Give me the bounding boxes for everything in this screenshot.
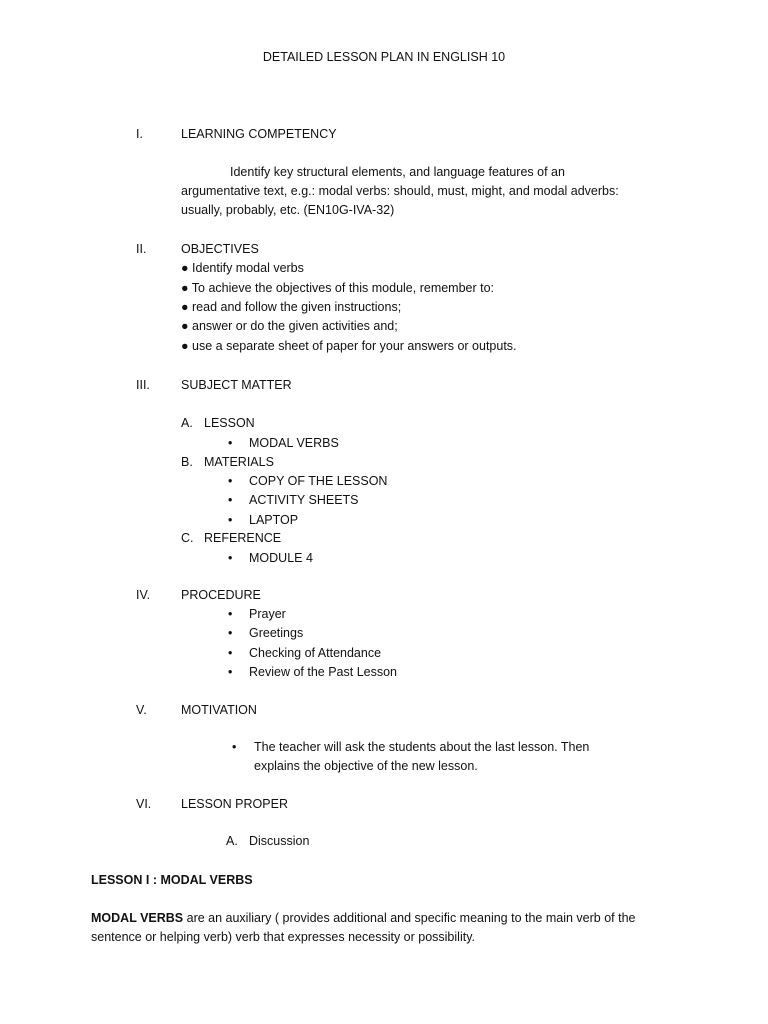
section-number-2: II. xyxy=(136,242,147,256)
bullet-glyph: • xyxy=(228,607,233,621)
section-heading-subject-matter: SUBJECT MATTER xyxy=(181,378,292,392)
section-number-1: I. xyxy=(136,127,143,141)
subitem-discussion-label: Discussion xyxy=(249,834,310,848)
section-number-6: VI. xyxy=(136,797,152,811)
procedure-item: Checking of Attendance xyxy=(249,646,382,660)
subitem-letter: A. xyxy=(181,416,193,430)
section-heading-motivation: MOTIVATION xyxy=(181,703,257,717)
bullet-glyph: • xyxy=(228,436,233,450)
section-heading-learning-competency: LEARNING COMPETENCY xyxy=(181,127,337,141)
subitem-materials-label: MATERIALS xyxy=(204,455,274,469)
section-number-3: III. xyxy=(136,378,150,392)
document-title: DETAILED LESSON PLAN IN ENGLISH 10 xyxy=(262,50,506,64)
objective-item: ● use a separate sheet of paper for your answers or outputs. xyxy=(181,339,517,353)
learning-competency-text: Identify key structural elements, and language features of an argumentative text, e.g.: modal verbs: should, must, might, and modal adverbs: usually, probably, etc. (EN10G-IVA-32) xyxy=(181,165,619,217)
modal-verbs-definition xyxy=(91,909,651,947)
procedure-item: Prayer xyxy=(249,607,286,621)
subitem-letter: B. xyxy=(181,455,193,469)
procedure-item: Greetings xyxy=(249,626,304,640)
subitem-reference-label: REFERENCE xyxy=(204,531,282,545)
modal-verbs-definition-text: are an auxiliary ( provides additional and specific meaning to the main verb of the sentence or helping verb) verb that expresses necessity or possibility. xyxy=(91,911,636,944)
bullet-item: MODULE 4 xyxy=(249,551,313,565)
bullet-item: MODAL VERBS xyxy=(249,436,339,450)
lesson-heading: LESSON I : MODAL VERBS xyxy=(91,873,253,887)
section-number-4: IV. xyxy=(136,588,151,602)
objective-item: ● To achieve the objectives of this module, remember to: xyxy=(181,281,495,295)
motivation-text-line-2: explains the objective of the new lesson. xyxy=(254,759,478,773)
bullet-glyph: • xyxy=(228,665,233,679)
bullet-glyph: • xyxy=(232,740,237,754)
subitem-lesson-label: LESSON xyxy=(204,416,255,430)
bullet-glyph: • xyxy=(228,551,233,565)
section-heading-objectives: OBJECTIVES xyxy=(181,242,259,256)
objective-item: ● answer or do the given activities and; xyxy=(181,319,398,333)
subitem-letter: A. xyxy=(226,834,238,848)
bullet-glyph: • xyxy=(228,513,233,527)
bullet-item: COPY OF THE LESSON xyxy=(249,474,388,488)
objective-item: ● read and follow the given instructions; xyxy=(181,300,402,314)
bullet-glyph: • xyxy=(228,626,233,640)
section-heading-lesson-proper: LESSON PROPER xyxy=(181,797,288,811)
bullet-item: ACTIVITY SHEETS xyxy=(249,493,359,507)
procedure-item: Review of the Past Lesson xyxy=(249,665,397,679)
section-number-5: V. xyxy=(136,703,147,717)
bullet-glyph: • xyxy=(228,493,233,507)
objective-item: ● Identify modal verbs xyxy=(181,261,304,275)
modal-verbs-term: MODAL VERBS xyxy=(91,911,184,925)
bullet-item: LAPTOP xyxy=(249,513,299,527)
section-heading-procedure: PROCEDURE xyxy=(181,588,261,602)
motivation-text-line-1: The teacher will ask the students about the last lesson. Then xyxy=(254,740,590,754)
bullet-glyph: • xyxy=(228,474,233,488)
subitem-letter: C. xyxy=(181,531,194,545)
bullet-glyph: • xyxy=(228,646,233,660)
